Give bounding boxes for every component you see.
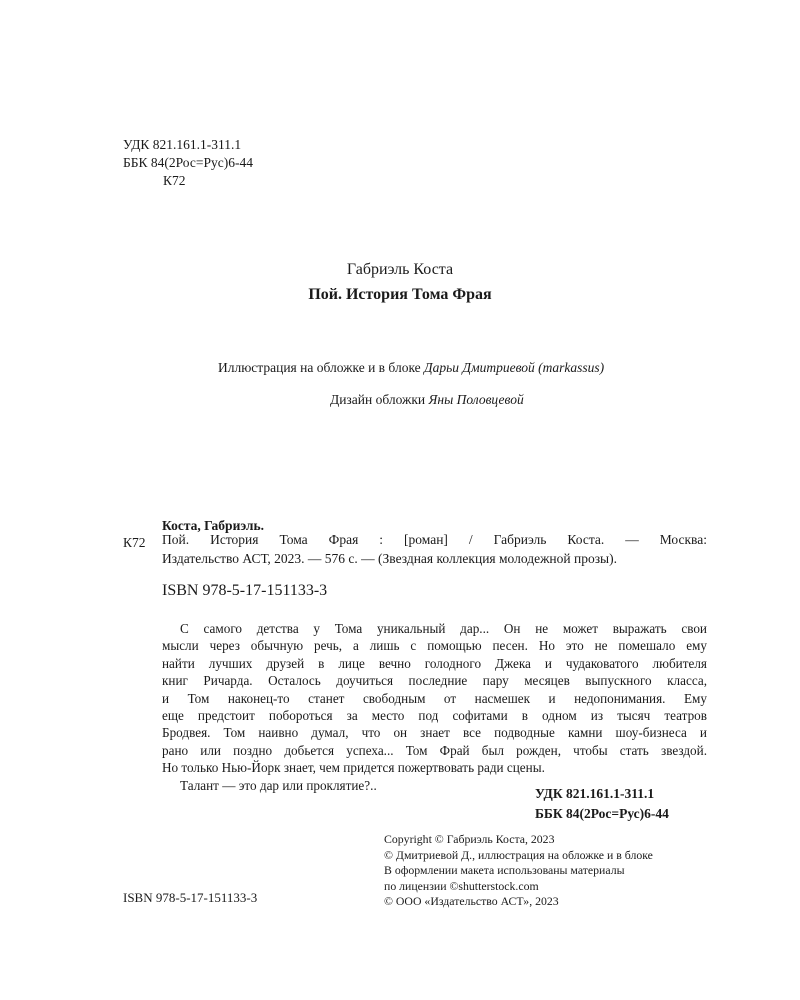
bibliographic-description xyxy=(162,530,707,568)
copyright-line: © Дмитриевой Д., иллюстрация на обложке и в блоке xyxy=(384,847,653,862)
author-sign: К72 xyxy=(163,173,186,188)
isbn-bottom: ISBN 978-5-17-151133-3 xyxy=(123,890,258,905)
annotation-line: книг Ричарда. Осталось доучиться последние пару месяцев выпускного класса, xyxy=(162,673,707,689)
copyright-line: © ООО «Издательство АСТ», 2023 xyxy=(384,894,559,908)
illustration-credit xyxy=(218,360,604,376)
udk-code-bottom: УДК 821.161.1-311.1 xyxy=(535,786,655,801)
bibliographic-heading: Коста, Габриэль. xyxy=(162,518,265,533)
annotation-line: найти лучших друзей в лице вечно голодного Джека и чудаковатого любителя xyxy=(162,655,707,671)
bibliographic-code: К72 xyxy=(123,535,146,550)
bibliographic-line: Пой. История Тома Фрая : [роман] / Габриэль Коста. — Москва: xyxy=(162,532,707,547)
annotation-line: С самого детства у Тома уникальный дар... Он не может выражать свои xyxy=(180,621,707,636)
copyright-line: В оформлении макета использованы материалы xyxy=(384,863,625,877)
annotation-line: Бродвея. Том наивно думал, что он знает все подводные камни шоу-бизнеса и xyxy=(162,725,707,741)
illustration-credit-prefix: Иллюстрация на обложке и в блоке xyxy=(218,360,425,375)
annotation-line: еще предстоит побороться за место под софитами в одном из тысяч театров xyxy=(162,708,707,724)
classification-bottom xyxy=(535,784,669,824)
classification-top xyxy=(123,136,253,190)
annotation-line: и Том наконец-то станет свободным от насмешек и недопонимания. Ему xyxy=(162,690,707,706)
design-credit xyxy=(330,392,524,408)
copyright-line: по лицензии ©shutterstock.com xyxy=(384,878,539,893)
annotation-closing: Талант — это дар или проклятие?.. xyxy=(180,777,377,793)
book-title: Пой. История Тома Фрая xyxy=(308,286,492,303)
bibliographic-line: Издательство АСТ, 2023. — 576 с. — (Звездная коллекция молодежной прозы). xyxy=(162,551,617,566)
illustration-credit-name: Дарьи Дмитриевой (markassus) xyxy=(424,360,605,375)
udk-code: УДК 821.161.1-311.1 xyxy=(123,137,242,152)
design-credit-name: Яны Половцевой xyxy=(428,392,524,407)
copyright-block xyxy=(384,832,653,910)
annotation-line: рано или поздно добьется успеха... Том Фрай был рожден, чтобы стать звездой. xyxy=(162,742,707,758)
design-credit-prefix: Дизайн обложки xyxy=(330,392,429,407)
annotation xyxy=(162,620,707,794)
bbk-code: ББК 84(2Рос=Рус)6-44 xyxy=(123,155,253,170)
annotation-line: мысли через обычную речь, а лишь с помощью песен. Но это не помешало ему xyxy=(162,638,707,654)
copyright-line: Copyright © Габриэль Коста, 2023 xyxy=(384,832,555,846)
isbn-main: ISBN 978-5-17-151133-3 xyxy=(162,582,328,599)
annotation-line: Но только Нью-Йорк знает, чем придется пожертвовать ради сцены. xyxy=(162,760,545,776)
book-author: Габриэль Коста xyxy=(346,261,454,278)
bbk-code-bottom: ББК 84(2Рос=Рус)6-44 xyxy=(535,806,669,821)
